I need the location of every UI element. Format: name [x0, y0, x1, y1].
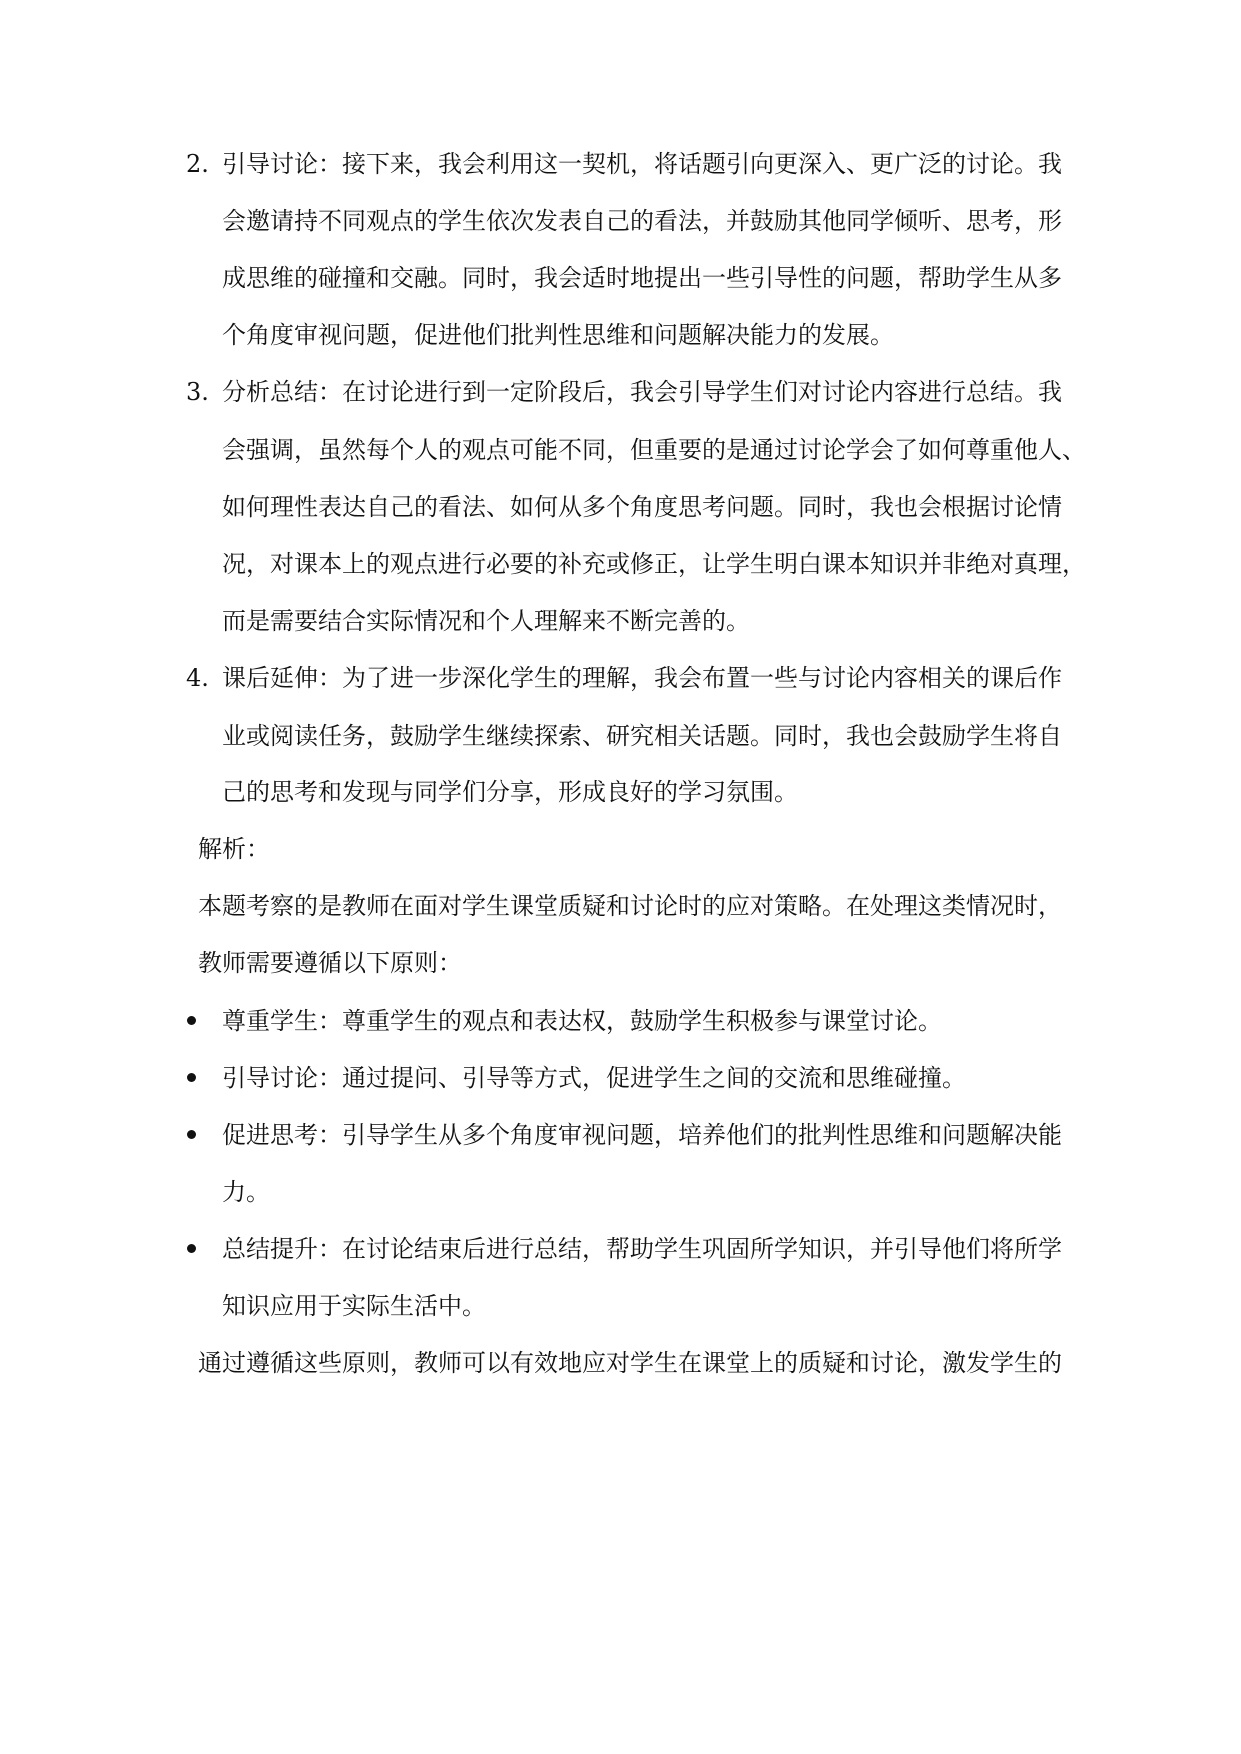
list-item-line: 分析总结：在讨论进行到一定阶段后，我会引导学生们对讨论内容进行总结。我: [222, 378, 1062, 406]
list-number: 3.: [186, 378, 209, 406]
list-number: 2.: [186, 150, 209, 178]
list-item-line: 况，对课本上的观点进行必要的补充或修正，让学生明白课本知识并非绝对真理，: [222, 550, 1086, 578]
list-item-line: 会邀请持不同观点的学生依次发表自己的看法，并鼓励其他同学倾听、思考，形: [222, 207, 1062, 235]
analysis-intro-line: 本题考察的是教师在面对学生课堂质疑和讨论时的应对策略。在处理这类情况时，: [198, 892, 1062, 920]
bullet-dot: [187, 1016, 196, 1025]
bullet-item-line: 总结提升：在讨论结束后进行总结，帮助学生巩固所学知识，并引导他们将所学: [222, 1235, 1062, 1263]
list-item-line: 己的思考和发现与同学们分享，形成良好的学习氛围。: [222, 778, 798, 806]
list-item-line: 而是需要结合实际情况和个人理解来不断完善的。: [222, 607, 750, 635]
bullet-item-line: 尊重学生：尊重学生的观点和表达权，鼓励学生积极参与课堂讨论。: [222, 1007, 942, 1035]
bullet-item-line: 力。: [222, 1178, 270, 1206]
bullet-dot: [187, 1130, 196, 1139]
bullet-dot: [187, 1244, 196, 1253]
analysis-intro-line: 教师需要遵循以下原则：: [198, 949, 462, 977]
list-item-line: 会强调，虽然每个人的观点可能不同，但重要的是通过讨论学会了如何尊重他人、: [222, 436, 1086, 464]
bullet-item-line: 知识应用于实际生活中。: [222, 1292, 486, 1320]
bullet-item-line: 引导讨论：通过提问、引导等方式，促进学生之间的交流和思维碰撞。: [222, 1064, 966, 1092]
list-item-line: 如何理性表达自己的看法、如何从多个角度思考问题。同时，我也会根据讨论情: [222, 493, 1062, 521]
list-item-line: 课后延伸：为了进一步深化学生的理解，我会布置一些与讨论内容相关的课后作: [222, 664, 1062, 692]
list-item-line: 个角度审视问题，促进他们批判性思维和问题解决能力的发展。: [222, 321, 894, 349]
bullet-item-line: 促进思考：引导学生从多个角度审视问题，培养他们的批判性思维和问题解决能: [222, 1121, 1062, 1149]
analysis-heading: 解析：: [198, 835, 270, 863]
list-number: 4.: [186, 664, 209, 692]
conclusion-line: 通过遵循这些原则，教师可以有效地应对学生在课堂上的质疑和讨论，激发学生的: [198, 1349, 1062, 1377]
bullet-dot: [187, 1073, 196, 1082]
list-item-line: 成思维的碰撞和交融。同时，我会适时地提出一些引导性的问题，帮助学生从多: [222, 264, 1062, 292]
list-item-line: 业或阅读任务，鼓励学生继续探索、研究相关话题。同时，我也会鼓励学生将自: [222, 722, 1062, 750]
list-item-line: 引导讨论：接下来，我会利用这一契机，将话题引向更深入、更广泛的讨论。我: [222, 150, 1062, 178]
